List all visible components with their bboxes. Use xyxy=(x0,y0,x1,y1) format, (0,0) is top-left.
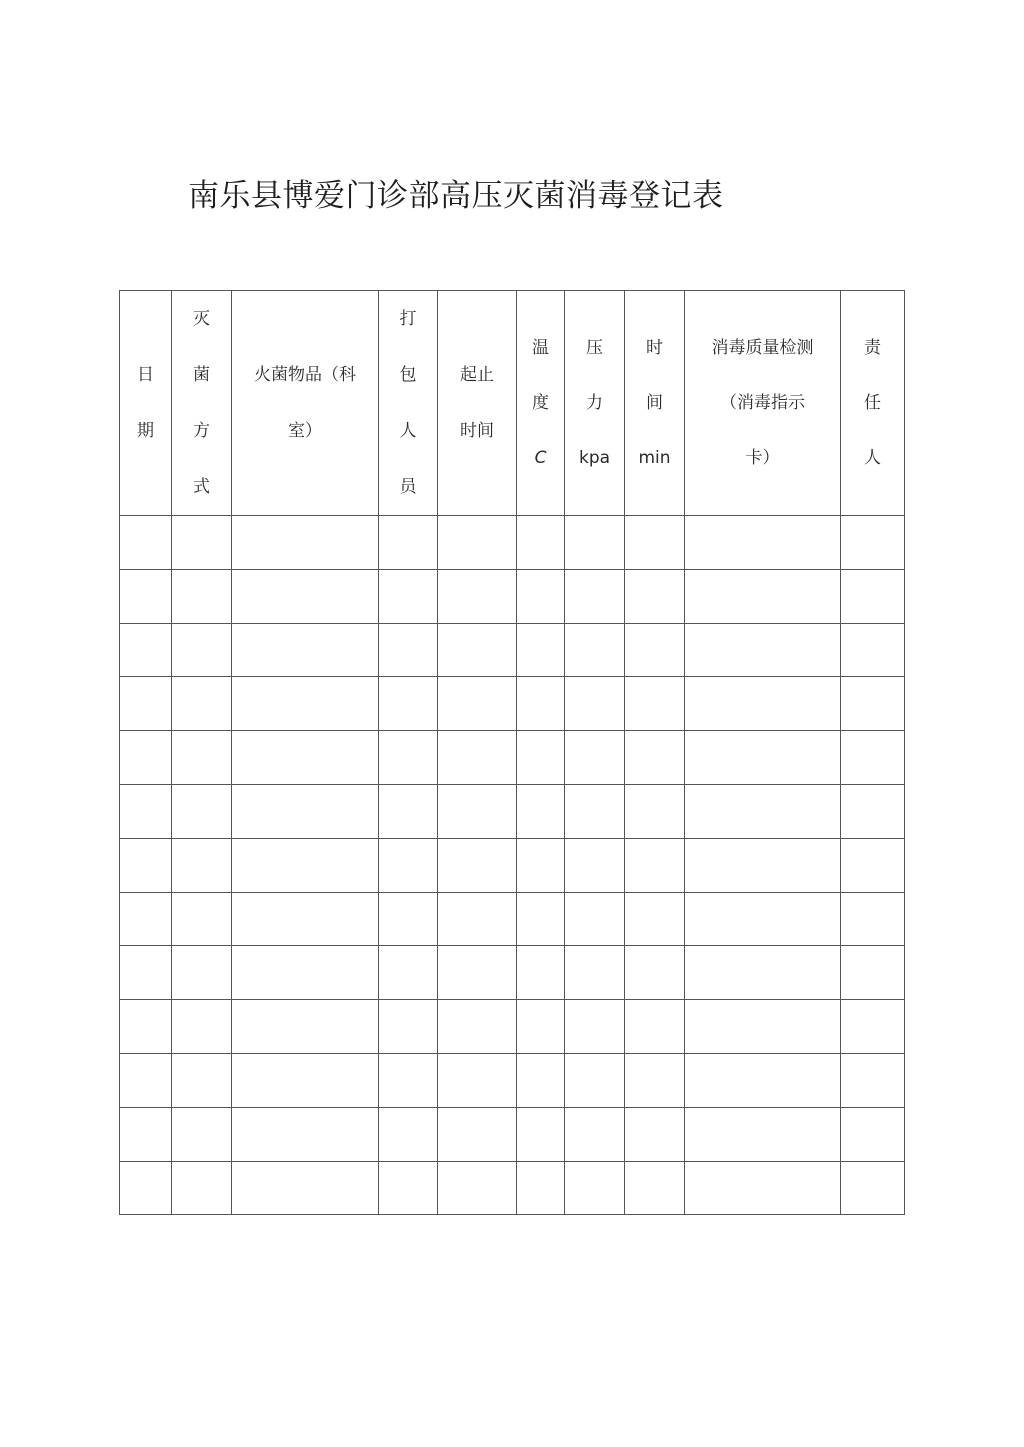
cell-responsible xyxy=(841,1161,905,1215)
header-time-range: 起止 时间 xyxy=(438,291,517,516)
cell-duration xyxy=(625,946,685,1000)
cell-duration xyxy=(625,838,685,892)
cell-time-range xyxy=(438,946,517,1000)
cell-temperature xyxy=(517,677,565,731)
cell-packer xyxy=(379,1107,438,1161)
cell-date xyxy=(120,623,172,677)
cell-date xyxy=(120,1000,172,1054)
cell-quality-check xyxy=(685,1053,841,1107)
cell-duration xyxy=(625,623,685,677)
cell-temperature xyxy=(517,838,565,892)
cell-responsible xyxy=(841,731,905,785)
cell-date xyxy=(120,1053,172,1107)
cell-responsible xyxy=(841,1107,905,1161)
cell-packer xyxy=(379,838,438,892)
cell-duration xyxy=(625,569,685,623)
cell-items xyxy=(232,731,379,785)
cell-time-range xyxy=(438,516,517,570)
table-row xyxy=(120,623,905,677)
cell-date xyxy=(120,516,172,570)
cell-date xyxy=(120,1161,172,1215)
cell-pressure xyxy=(565,677,625,731)
cell-packer xyxy=(379,569,438,623)
cell-responsible xyxy=(841,784,905,838)
cell-packer xyxy=(379,1053,438,1107)
cell-pressure xyxy=(565,838,625,892)
cell-responsible xyxy=(841,1053,905,1107)
document-title: 南乐县博爱门诊部高压灭菌消毒登记表 xyxy=(188,178,724,214)
cell-duration xyxy=(625,677,685,731)
cell-method xyxy=(172,1161,232,1215)
cell-date xyxy=(120,677,172,731)
table-row xyxy=(120,516,905,570)
cell-duration xyxy=(625,1000,685,1054)
cell-responsible xyxy=(841,1000,905,1054)
table-row xyxy=(120,569,905,623)
cell-packer xyxy=(379,677,438,731)
table-row xyxy=(120,677,905,731)
cell-quality-check xyxy=(685,1107,841,1161)
cell-time-range xyxy=(438,623,517,677)
cell-time-range xyxy=(438,1053,517,1107)
cell-temperature xyxy=(517,623,565,677)
cell-time-range xyxy=(438,731,517,785)
cell-time-range xyxy=(438,1161,517,1215)
cell-time-range xyxy=(438,892,517,946)
cell-date xyxy=(120,838,172,892)
cell-pressure xyxy=(565,731,625,785)
header-responsible: 责 任 人 xyxy=(841,291,905,516)
cell-items xyxy=(232,1161,379,1215)
cell-temperature xyxy=(517,1161,565,1215)
cell-temperature xyxy=(517,946,565,1000)
cell-pressure xyxy=(565,784,625,838)
cell-pressure xyxy=(565,623,625,677)
cell-temperature xyxy=(517,1107,565,1161)
header-duration: 时 间 min xyxy=(625,291,685,516)
cell-method xyxy=(172,1053,232,1107)
cell-method xyxy=(172,892,232,946)
cell-packer xyxy=(379,784,438,838)
table-row xyxy=(120,946,905,1000)
cell-packer xyxy=(379,731,438,785)
cell-quality-check xyxy=(685,946,841,1000)
cell-temperature xyxy=(517,569,565,623)
header-row xyxy=(120,291,905,516)
cell-method xyxy=(172,677,232,731)
cell-responsible xyxy=(841,516,905,570)
cell-quality-check xyxy=(685,569,841,623)
cell-quality-check xyxy=(685,731,841,785)
cell-pressure xyxy=(565,1107,625,1161)
cell-duration xyxy=(625,892,685,946)
cell-quality-check xyxy=(685,1000,841,1054)
cell-responsible xyxy=(841,892,905,946)
cell-quality-check xyxy=(685,784,841,838)
cell-packer xyxy=(379,1000,438,1054)
cell-method xyxy=(172,838,232,892)
cell-temperature xyxy=(517,892,565,946)
cell-pressure xyxy=(565,1053,625,1107)
cell-items xyxy=(232,1000,379,1054)
cell-packer xyxy=(379,946,438,1000)
header-quality-check: 消毒质量检测 （消毒指示 卡） xyxy=(685,291,841,516)
cell-items xyxy=(232,677,379,731)
cell-duration xyxy=(625,1053,685,1107)
cell-method xyxy=(172,946,232,1000)
cell-date xyxy=(120,784,172,838)
cell-items xyxy=(232,1107,379,1161)
cell-quality-check xyxy=(685,1161,841,1215)
cell-date xyxy=(120,731,172,785)
cell-time-range xyxy=(438,1107,517,1161)
table-row xyxy=(120,731,905,785)
cell-responsible xyxy=(841,838,905,892)
cell-responsible xyxy=(841,623,905,677)
cell-time-range xyxy=(438,838,517,892)
cell-quality-check xyxy=(685,623,841,677)
table-row xyxy=(120,1107,905,1161)
cell-method xyxy=(172,623,232,677)
cell-items xyxy=(232,623,379,677)
sterilization-log-table xyxy=(119,290,905,1215)
cell-pressure xyxy=(565,1000,625,1054)
cell-pressure xyxy=(565,569,625,623)
cell-items xyxy=(232,784,379,838)
cell-packer xyxy=(379,1161,438,1215)
cell-packer xyxy=(379,516,438,570)
cell-items xyxy=(232,892,379,946)
cell-pressure xyxy=(565,946,625,1000)
header-pressure: 压 力 kpa xyxy=(565,291,625,516)
table-row xyxy=(120,892,905,946)
cell-date xyxy=(120,569,172,623)
table-row xyxy=(120,838,905,892)
cell-items xyxy=(232,569,379,623)
cell-responsible xyxy=(841,677,905,731)
table-row xyxy=(120,1000,905,1054)
cell-quality-check xyxy=(685,516,841,570)
cell-temperature xyxy=(517,1053,565,1107)
cell-responsible xyxy=(841,569,905,623)
cell-duration xyxy=(625,1107,685,1161)
header-method: 灭 菌 方 式 xyxy=(172,291,232,516)
cell-method xyxy=(172,731,232,785)
cell-date xyxy=(120,946,172,1000)
cell-method xyxy=(172,569,232,623)
cell-pressure xyxy=(565,1161,625,1215)
cell-quality-check xyxy=(685,892,841,946)
cell-packer xyxy=(379,623,438,677)
cell-time-range xyxy=(438,1000,517,1054)
cell-duration xyxy=(625,784,685,838)
cell-method xyxy=(172,1000,232,1054)
cell-duration xyxy=(625,731,685,785)
header-date: 日 期 xyxy=(120,291,172,516)
cell-temperature xyxy=(517,784,565,838)
cell-items xyxy=(232,1053,379,1107)
table-row xyxy=(120,1053,905,1107)
header-packer: 打 包 人 员 xyxy=(379,291,438,516)
cell-items xyxy=(232,838,379,892)
cell-method xyxy=(172,1107,232,1161)
cell-packer xyxy=(379,892,438,946)
table-row xyxy=(120,1161,905,1215)
cell-time-range xyxy=(438,677,517,731)
cell-duration xyxy=(625,516,685,570)
cell-time-range xyxy=(438,784,517,838)
table-row xyxy=(120,784,905,838)
cell-duration xyxy=(625,1161,685,1215)
header-items: 火菌物品（科 室） xyxy=(232,291,379,516)
cell-pressure xyxy=(565,516,625,570)
cell-date xyxy=(120,1107,172,1161)
header-temperature: 温 度 C xyxy=(517,291,565,516)
cell-items xyxy=(232,516,379,570)
cell-temperature xyxy=(517,731,565,785)
cell-temperature xyxy=(517,1000,565,1054)
cell-method xyxy=(172,784,232,838)
cell-items xyxy=(232,946,379,1000)
cell-quality-check xyxy=(685,838,841,892)
cell-temperature xyxy=(517,516,565,570)
cell-date xyxy=(120,892,172,946)
cell-pressure xyxy=(565,892,625,946)
cell-method xyxy=(172,516,232,570)
cell-time-range xyxy=(438,569,517,623)
cell-responsible xyxy=(841,946,905,1000)
cell-quality-check xyxy=(685,677,841,731)
